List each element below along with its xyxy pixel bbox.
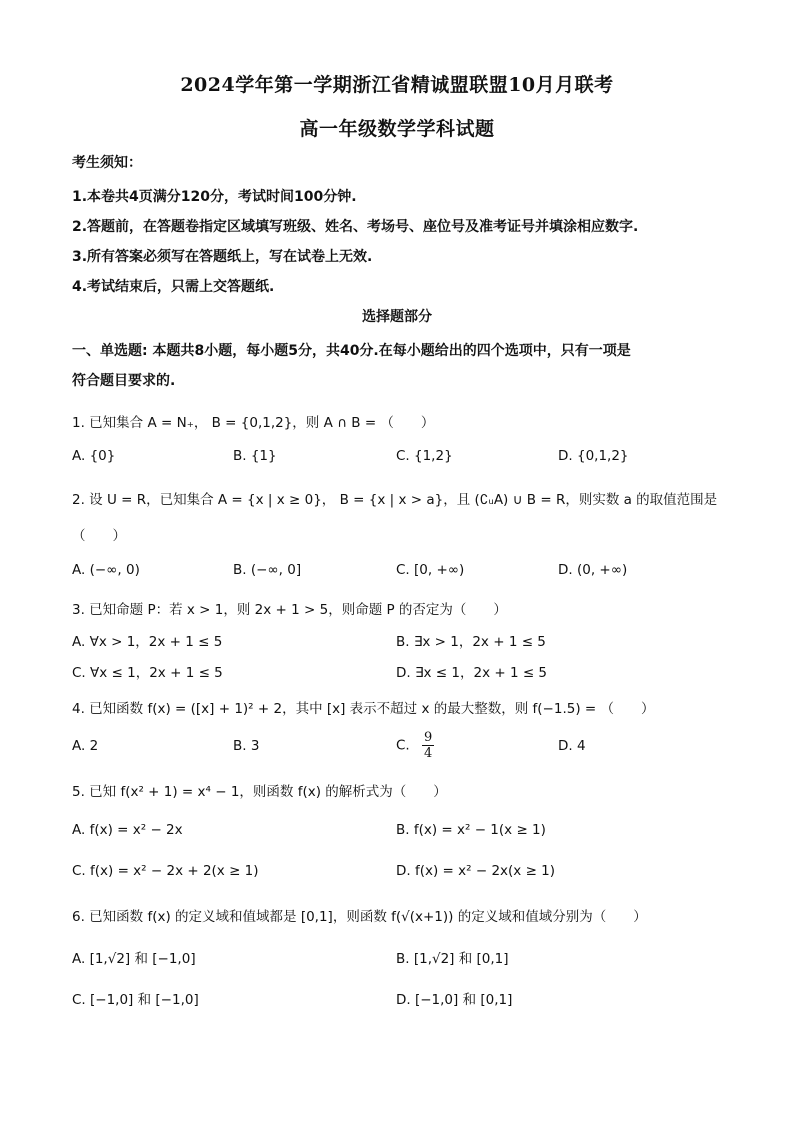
notice-item: 4.考试结束后，只需上交答题纸. — [72, 279, 275, 295]
q6-option-c: C. [−1,0] 和 [−1,0] — [72, 992, 199, 1008]
notice-heading: 考生须知： — [72, 155, 142, 171]
section-intro-line2: 符合题目要求的. — [72, 373, 176, 389]
question-5-stem: 5. 已知 f(x² + 1) = x⁴ − 1，则函数 f(x) 的解析式为（ ） — [72, 784, 447, 800]
question-6-stem: 6. 已知函数 f(x) 的定义域和值域都是 [0,1]，则函数 f(√(x+1)) 的定义域和值域分别为（ ） — [72, 909, 647, 925]
fraction-numerator: 9 — [424, 730, 433, 745]
q1-option-a: A. {0} — [72, 448, 116, 464]
q1-option-b: B. {1} — [233, 448, 277, 464]
q2-option-a: A. (−∞, 0) — [72, 562, 140, 578]
q6-option-b: B. [1,√2] 和 [0,1] — [396, 951, 509, 967]
question-1-stem: 1. 已知集合 A = N₊， B = {0,1,2}，则 A ∩ B = （ ） — [72, 415, 435, 431]
q3-option-d: D. ∃x ≤ 1，2x + 1 ≤ 5 — [396, 665, 548, 681]
exam-title: 2024学年第一学期浙江省精诚盟联盟10月月联考 — [180, 74, 614, 96]
q6-option-a: A. [1,√2] 和 [−1,0] — [72, 951, 196, 967]
notice-item: 1.本卷共4页满分120分，考试时间100分钟. — [72, 189, 357, 205]
q6-option-d: D. [−1,0] 和 [0,1] — [396, 992, 513, 1008]
q2-option-b: B. (−∞, 0] — [233, 562, 302, 578]
notice-item: 2.答题前，在答题卷指定区域填写班级、姓名、考场号、座位号及准考证号并填涂相应数字. — [72, 219, 639, 235]
question-4-stem: 4. 已知函数 f(x) = ([x] + 1)² + 2，其中 [x] 表示不超过 x 的最大整数，则 f(−1.5) = （ ） — [72, 701, 655, 717]
exam-subtitle: 高一年级数学学科试题 — [299, 118, 495, 140]
question-2-stem-line2: （ ） — [72, 528, 126, 544]
q1-option-d: D. {0,1,2} — [558, 448, 629, 464]
notice-item: 3.所有答案必须写在答题纸上，写在试卷上无效. — [72, 249, 373, 265]
q3-option-a: A. ∀x > 1，2x + 1 ≤ 5 — [72, 634, 223, 650]
q4-option-c — [396, 730, 434, 761]
q5-option-a: A. f(x) = x² − 2x — [72, 822, 183, 838]
q4-option-c-label: C. — [396, 737, 410, 754]
q1-option-c: C. {1,2} — [396, 448, 453, 464]
q4-option-d: D. 4 — [558, 738, 586, 754]
q4-option-a: A. 2 — [72, 738, 99, 754]
q4-option-b: B. 3 — [233, 738, 260, 754]
question-3-stem: 3. 已知命题 P：若 x > 1，则 2x + 1 > 5，则命题 P 的否定为（ ） — [72, 602, 507, 618]
q2-option-c: C. [0, +∞) — [396, 562, 465, 578]
question-2-stem-line1: 2. 设 U = R，已知集合 A = {x | x ≥ 0}， B = {x | x > a}，且 (∁ᵤA) ∪ B = R，则实数 a 的取值范围是 — [72, 492, 718, 508]
q2-option-d: D. (0, +∞) — [558, 562, 628, 578]
q5-option-b: B. f(x) = x² − 1(x ≥ 1) — [396, 822, 546, 838]
section-intro-line1: 一、单选题: 本题共8小题，每小题5分，共40分.在每小题给出的四个选项中，只有一项是 — [72, 343, 631, 359]
section-title: 选择题部分 — [362, 309, 432, 325]
q4-option-c-fraction — [422, 730, 434, 761]
q3-option-b: B. ∃x > 1，2x + 1 ≤ 5 — [396, 634, 546, 650]
q5-option-d: D. f(x) = x² − 2x(x ≥ 1) — [396, 863, 556, 879]
q5-option-c: C. f(x) = x² − 2x + 2(x ≥ 1) — [72, 863, 259, 879]
q3-option-c: C. ∀x ≤ 1，2x + 1 ≤ 5 — [72, 665, 223, 681]
fraction-denominator: 4 — [424, 746, 433, 761]
